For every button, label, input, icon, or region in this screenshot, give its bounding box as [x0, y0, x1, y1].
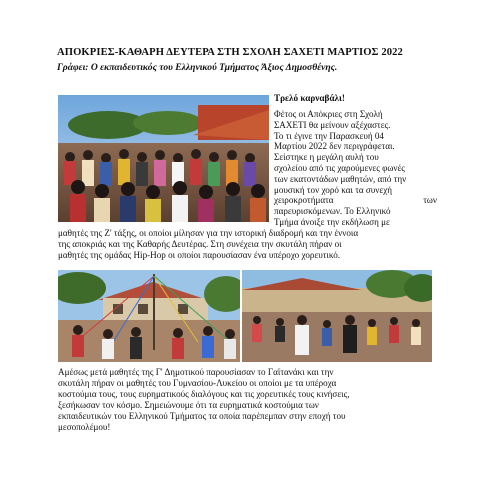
right-column-text	[274, 109, 437, 228]
text-line: μαθητές της ομάδας Hip-Hop οι οποίοι παρουσίασαν ένα υπέροχο χορευτικό.	[58, 249, 341, 260]
article-subheading: Τρελό καρναβάλι!	[274, 93, 345, 103]
text-line: Αμέσως μετά μαθητές της Γ' Δημοτικού παρουσίασαν το Γαϊτανάκι και την	[58, 367, 334, 377]
text-line: ξεσήκωσαν τον κόσμο. Σημειώνουμε ότι τα ευρηματικά κοστούμια των	[58, 399, 319, 410]
body-paragraph-continuation	[58, 228, 438, 261]
text-line: κοστούμια τους, τους ευρηματικούς διαλόγους και τις χορευτικές τους κινήσεις,	[58, 388, 350, 399]
text-line: Μαρτίου 2022 δεν περιγράφεται.	[274, 141, 395, 152]
text-line: μαθητές της Ζ' τάξης, οι οποίοι μίλησαν για την ιστορική διαδρομή και την έννοια	[58, 228, 359, 238]
text-line: χειροκροτήματα των	[274, 195, 437, 206]
closing-paragraph	[58, 367, 438, 432]
text-line: ΣΑΧΕΤΙ θα μείνουν αξέχαστες.	[274, 119, 391, 130]
costumed-students-photo	[242, 270, 432, 362]
maypole-dance-photo	[58, 270, 240, 362]
crowd-in-schoolyard-photo	[58, 95, 269, 222]
text-line: μουσική τον χορό και τα συνεχή	[274, 184, 393, 195]
text-line: Σείστηκε η μεγάλη αυλή του	[274, 152, 379, 163]
text-line: Φέτος οι Απόκριες στη Σχολή	[274, 109, 383, 119]
text-line: σκυτάλη πήραν οι μαθητές του Γυμνασίου-Λυκείου οι οποίοι με τα υπέροχα	[58, 377, 337, 388]
text-line: σχολείου από τις χαρούμενες φωνές	[274, 162, 405, 173]
article-title: ΑΠΟΚΡΙΕΣ-ΚΑΘΑΡΗ ΔΕΥΤΕΡΑ ΣΤΗ ΣΧΟΛΗ ΣΑΧΕΤΙ ΜΑΡΤΙΟΣ 2022	[57, 47, 403, 58]
text-line: παρευρισκόμενων. Το Ελληνικό	[274, 206, 391, 217]
text-line: Το τι έγινε την Παρασκευή 04	[274, 130, 384, 141]
text-line: των εκατοντάδων μαθητών, από την	[274, 173, 407, 184]
text-line: μεσοπολέμου!	[58, 421, 111, 432]
text-line: της αποκριάς και της Καθαρής Δευτέρας. Στη συνέχεια την σκυτάλη πήραν οι	[58, 238, 342, 249]
text-line: Τμήμα άνοιξε την εκδήλωση με	[274, 216, 390, 227]
text-line: εκπαιδευτικών του Ελληνικού Τμήματος τα οποία παρέπεμπαν στην εποχή του	[58, 410, 346, 421]
article-byline: Γράφει: Ο εκπαιδευτικός του Ελληνικού Τμήματος Άξιος Δημοσθένης.	[57, 62, 338, 73]
